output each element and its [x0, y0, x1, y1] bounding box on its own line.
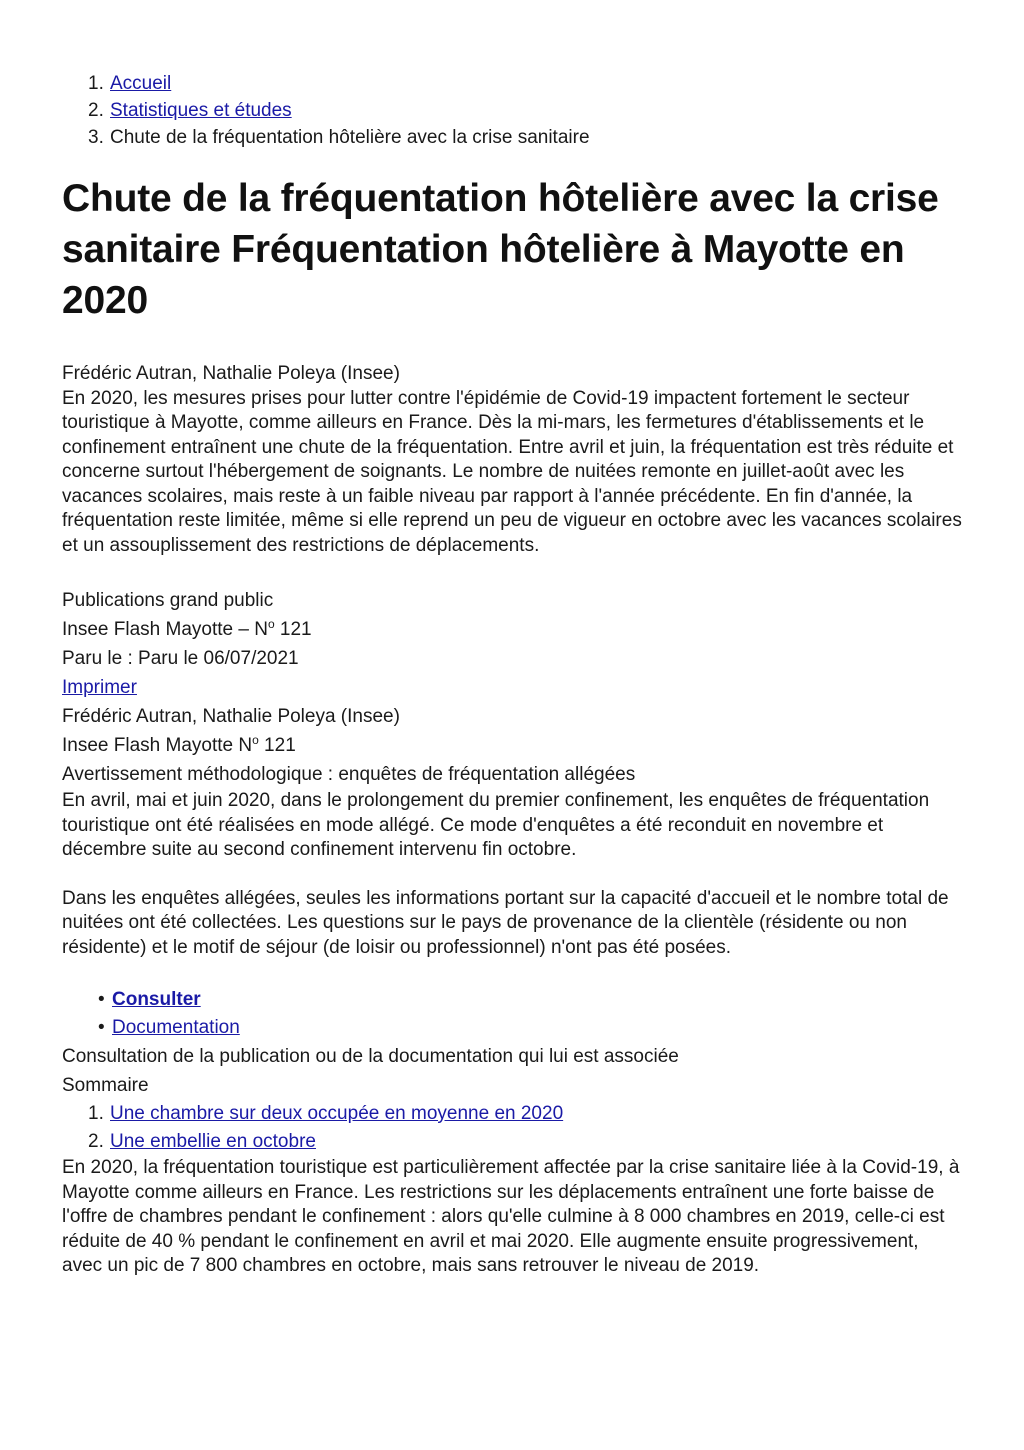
breadcrumb-link-accueil[interactable]: Accueil — [110, 73, 172, 94]
breadcrumb-number: 1. — [88, 73, 104, 94]
breadcrumb-number: 3. — [88, 127, 104, 148]
tab-documentation-link[interactable]: Documentation — [112, 1017, 240, 1038]
collection-number: 121 — [258, 735, 296, 756]
breadcrumb-link-statistiques[interactable]: Statistiques et études — [110, 100, 292, 121]
publication-category: Publications grand public — [62, 590, 274, 611]
sommaire-item — [62, 1128, 962, 1156]
publication-tabs — [62, 986, 962, 1042]
collection-number-sign: o — [267, 617, 275, 631]
breadcrumb-item-current — [62, 124, 962, 151]
publication-date: Paru le : Paru le 06/07/2021 — [62, 648, 299, 669]
collection-number-sign: o — [252, 733, 259, 747]
publication-collection-2 — [62, 731, 962, 760]
bullet: • — [98, 1017, 105, 1038]
tab-consulter — [98, 986, 962, 1014]
sommaire-item — [62, 1100, 962, 1128]
publication-meta — [62, 586, 962, 960]
breadcrumb-current-page: Chute de la fréquentation hôtelière avec la crise sanitaire — [110, 127, 590, 148]
breadcrumb-item-home — [62, 70, 962, 97]
intro-paragraph: En 2020, les mesures prises pour lutter contre l'épidémie de Covid-19 impactent fortement le secteur touristique à Mayotte, comme ailleurs en France. Dès la mi-mars, les fermetures d'établissements et le confinement entraînent une chute de la fréquentation. Entre avril et juin, la fréquentation est très réduite et concerne surtout l'hébergement de soignants. Le nombre de nuitées remonte en juillet-août avec les vacances scolaires, mais reste à un faible niveau par rapport à l'année précédente. En fin d'année, la fréquentation reste limitée, même si elle reprend un peu de vigueur en octobre avec les vacances scolaires et un assouplissement des restrictions de déplacements. — [62, 387, 962, 556]
sommaire-link-embellie[interactable]: Une embellie en octobre — [110, 1131, 316, 1152]
consultation-description: Consultation de la publication ou de la documentation qui lui est associée — [62, 1046, 679, 1067]
authors: Frédéric Autran, Nathalie Poleya (Insee) — [62, 363, 400, 384]
sommaire-number: 1. — [88, 1103, 104, 1124]
collection-name: Insee Flash Mayotte – N — [62, 619, 268, 640]
bullet: • — [98, 989, 105, 1010]
warning-paragraph-1: En avril, mai et juin 2020, dans le prolongement du premier confinement, les enquêtes de fréquentation touristique ont été réalisées en mode allégé. Ce mode d'enquêtes a été reconduit en novembre et décembre suite au second confinement intervenu fin octobre. — [62, 790, 930, 860]
warning-title: Avertissement méthodologique : enquêtes de fréquentation allégées — [62, 764, 636, 785]
publication-collection — [62, 615, 962, 644]
body-paragraph: En 2020, la fréquentation touristique est particulièrement affectée par la crise sanitaire liée à la Covid-19, à Mayotte comme ailleurs en France. Les restrictions sur les déplacements entraînent une forte baisse de l'offre de chambres pendant le confinement : alors qu'elle culmine à 8 000 chambres en 2019, celle-ci est réduite de 40 % pendant le confinement en avril et mai 2020. Elle augmente ensuite progressivement, avec un pic de 7 800 chambres en octobre, mais sans retrouver le niveau de 2019. — [62, 1157, 960, 1276]
sommaire-number: 2. — [88, 1131, 104, 1152]
collection-name: Insee Flash Mayotte N — [62, 735, 253, 756]
page-title: Chute de la fréquentation hôtelière avec la crise sanitaire Fréquentation hôtelière à Mayotte en 2020 — [62, 177, 939, 322]
sommaire-heading: Sommaire — [62, 1075, 149, 1096]
print-link[interactable]: Imprimer — [62, 677, 137, 698]
breadcrumb-number: 2. — [88, 100, 104, 121]
tab-consulter-link[interactable]: Consulter — [112, 989, 201, 1010]
breadcrumb-item-stats — [62, 97, 962, 124]
publication-authors: Frédéric Autran, Nathalie Poleya (Insee) — [62, 706, 400, 727]
breadcrumb — [62, 70, 962, 151]
warning-paragraph-2: Dans les enquêtes allégées, seules les informations portant sur la capacité d'accueil et le nombre total de nuitées ont été collectées. Les questions sur le pays de provenance de la clientèle (résidente ou non résidente) et le motif de séjour (de loisir ou professionnel) n'ont pas été posées. — [62, 887, 949, 958]
tab-documentation — [98, 1014, 962, 1042]
collection-number: 121 — [274, 619, 312, 640]
sommaire-list — [62, 1100, 962, 1156]
sommaire-link-chambre[interactable]: Une chambre sur deux occupée en moyenne en 2020 — [110, 1103, 564, 1124]
